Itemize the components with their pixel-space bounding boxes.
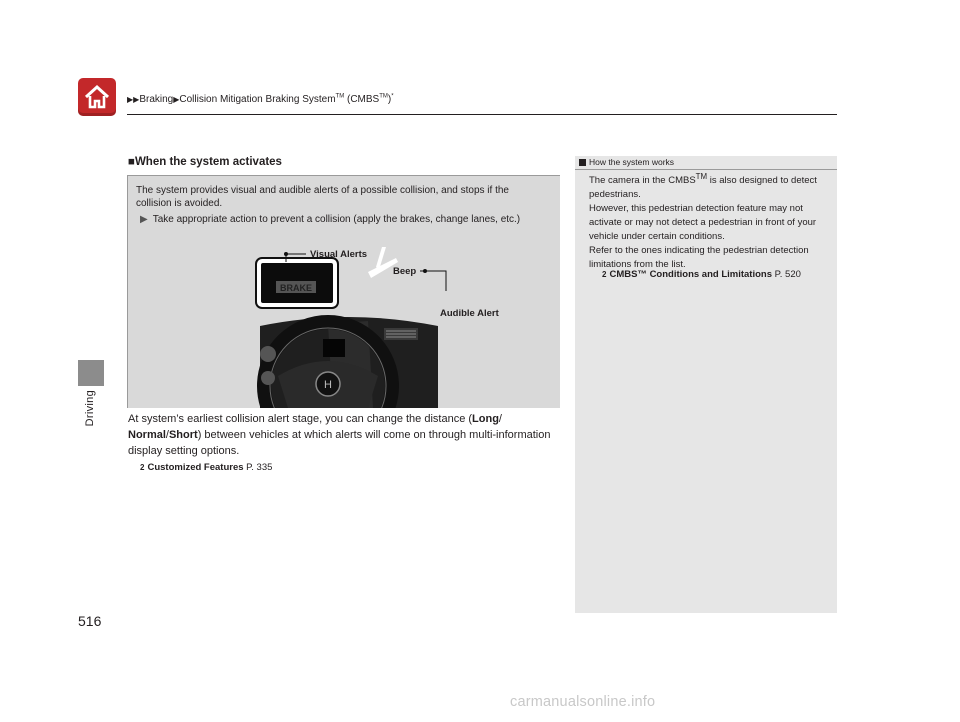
audible-alert-label: Audible Alert bbox=[440, 308, 499, 319]
watermark: carmanualsonline.info bbox=[510, 694, 656, 710]
home-button[interactable] bbox=[78, 78, 116, 116]
section-label: Driving bbox=[84, 390, 96, 427]
figure-intro-text: The system provides visual and audible alerts of a possible collision, and stops if the collision is avoided. bbox=[136, 185, 509, 209]
breadcrumb-item-cmbs: Collision Mitigation Braking System bbox=[179, 94, 336, 105]
dashboard-illustration bbox=[128, 176, 560, 408]
xref-page: P. 520 bbox=[772, 269, 801, 280]
breadcrumb-close-paren: ) bbox=[387, 94, 392, 105]
beep-label: Beep bbox=[393, 266, 417, 277]
note-body: The camera in the CMBS™ is also designed to detect pedestrians. However, this pedestrian detection feature may not activate or may not detect a pedestrian in front of your vehicle under certain conditions. Refer to the ones indicating the pedestrian detection limitations from the list. bbox=[589, 171, 817, 270]
breadcrumb-cmbs-abbrev: (CMBS bbox=[344, 94, 380, 105]
reference-marker-icon: 2 bbox=[602, 270, 607, 279]
page-number: 516 bbox=[78, 613, 102, 629]
cross-reference-cmbs-conditions[interactable] bbox=[602, 269, 801, 280]
option-long: Long bbox=[472, 413, 499, 425]
reference-marker-icon: 2 bbox=[140, 463, 145, 472]
cross-reference-customized-features[interactable] bbox=[140, 462, 272, 473]
section-tab-marker bbox=[78, 360, 104, 386]
xref-title: CMBS™ Conditions and Limitations bbox=[609, 269, 773, 280]
option-short: Short bbox=[168, 429, 198, 441]
breadcrumb-arrow-icon: ▶▶ bbox=[127, 95, 140, 104]
home-icon bbox=[83, 84, 111, 110]
header-divider bbox=[127, 114, 837, 115]
alert-figure bbox=[127, 175, 560, 408]
note-title: How the system works bbox=[575, 156, 837, 170]
svg-text:H: H bbox=[324, 379, 332, 391]
breadcrumb-item-braking[interactable]: Braking bbox=[139, 94, 174, 105]
trademark-mark: TM bbox=[379, 93, 388, 100]
breadcrumb-arrow-icon: ▶ bbox=[173, 95, 180, 104]
section-heading: ■When the system activates bbox=[128, 156, 282, 168]
body-paragraph: At system’s earliest collision alert stage, you can change the distance (Long/ Normal/Short) between vehicles at which alerts will come on through multi-information display setting options. bbox=[128, 413, 551, 457]
heading-square-icon: ■ bbox=[128, 156, 135, 168]
figure-action-text: Take appropriate action to prevent a collision (apply the brakes, change lanes, etc.) bbox=[152, 214, 521, 225]
option-normal: Normal bbox=[128, 429, 166, 441]
brake-display-text: BRAKE bbox=[279, 283, 313, 293]
action-arrow-icon: ▶ bbox=[140, 214, 148, 225]
xref-title: Customized Features bbox=[147, 462, 244, 473]
optional-feature-mark: * bbox=[391, 93, 394, 100]
trademark-mark: TM bbox=[335, 93, 345, 100]
visual-alerts-label: Visual Alerts bbox=[310, 249, 368, 260]
xref-page: P. 335 bbox=[243, 462, 273, 473]
note-bullet-icon bbox=[579, 159, 586, 166]
breadcrumb bbox=[127, 94, 394, 105]
trademark-mark: TM bbox=[695, 171, 708, 181]
side-note-panel bbox=[575, 156, 837, 613]
